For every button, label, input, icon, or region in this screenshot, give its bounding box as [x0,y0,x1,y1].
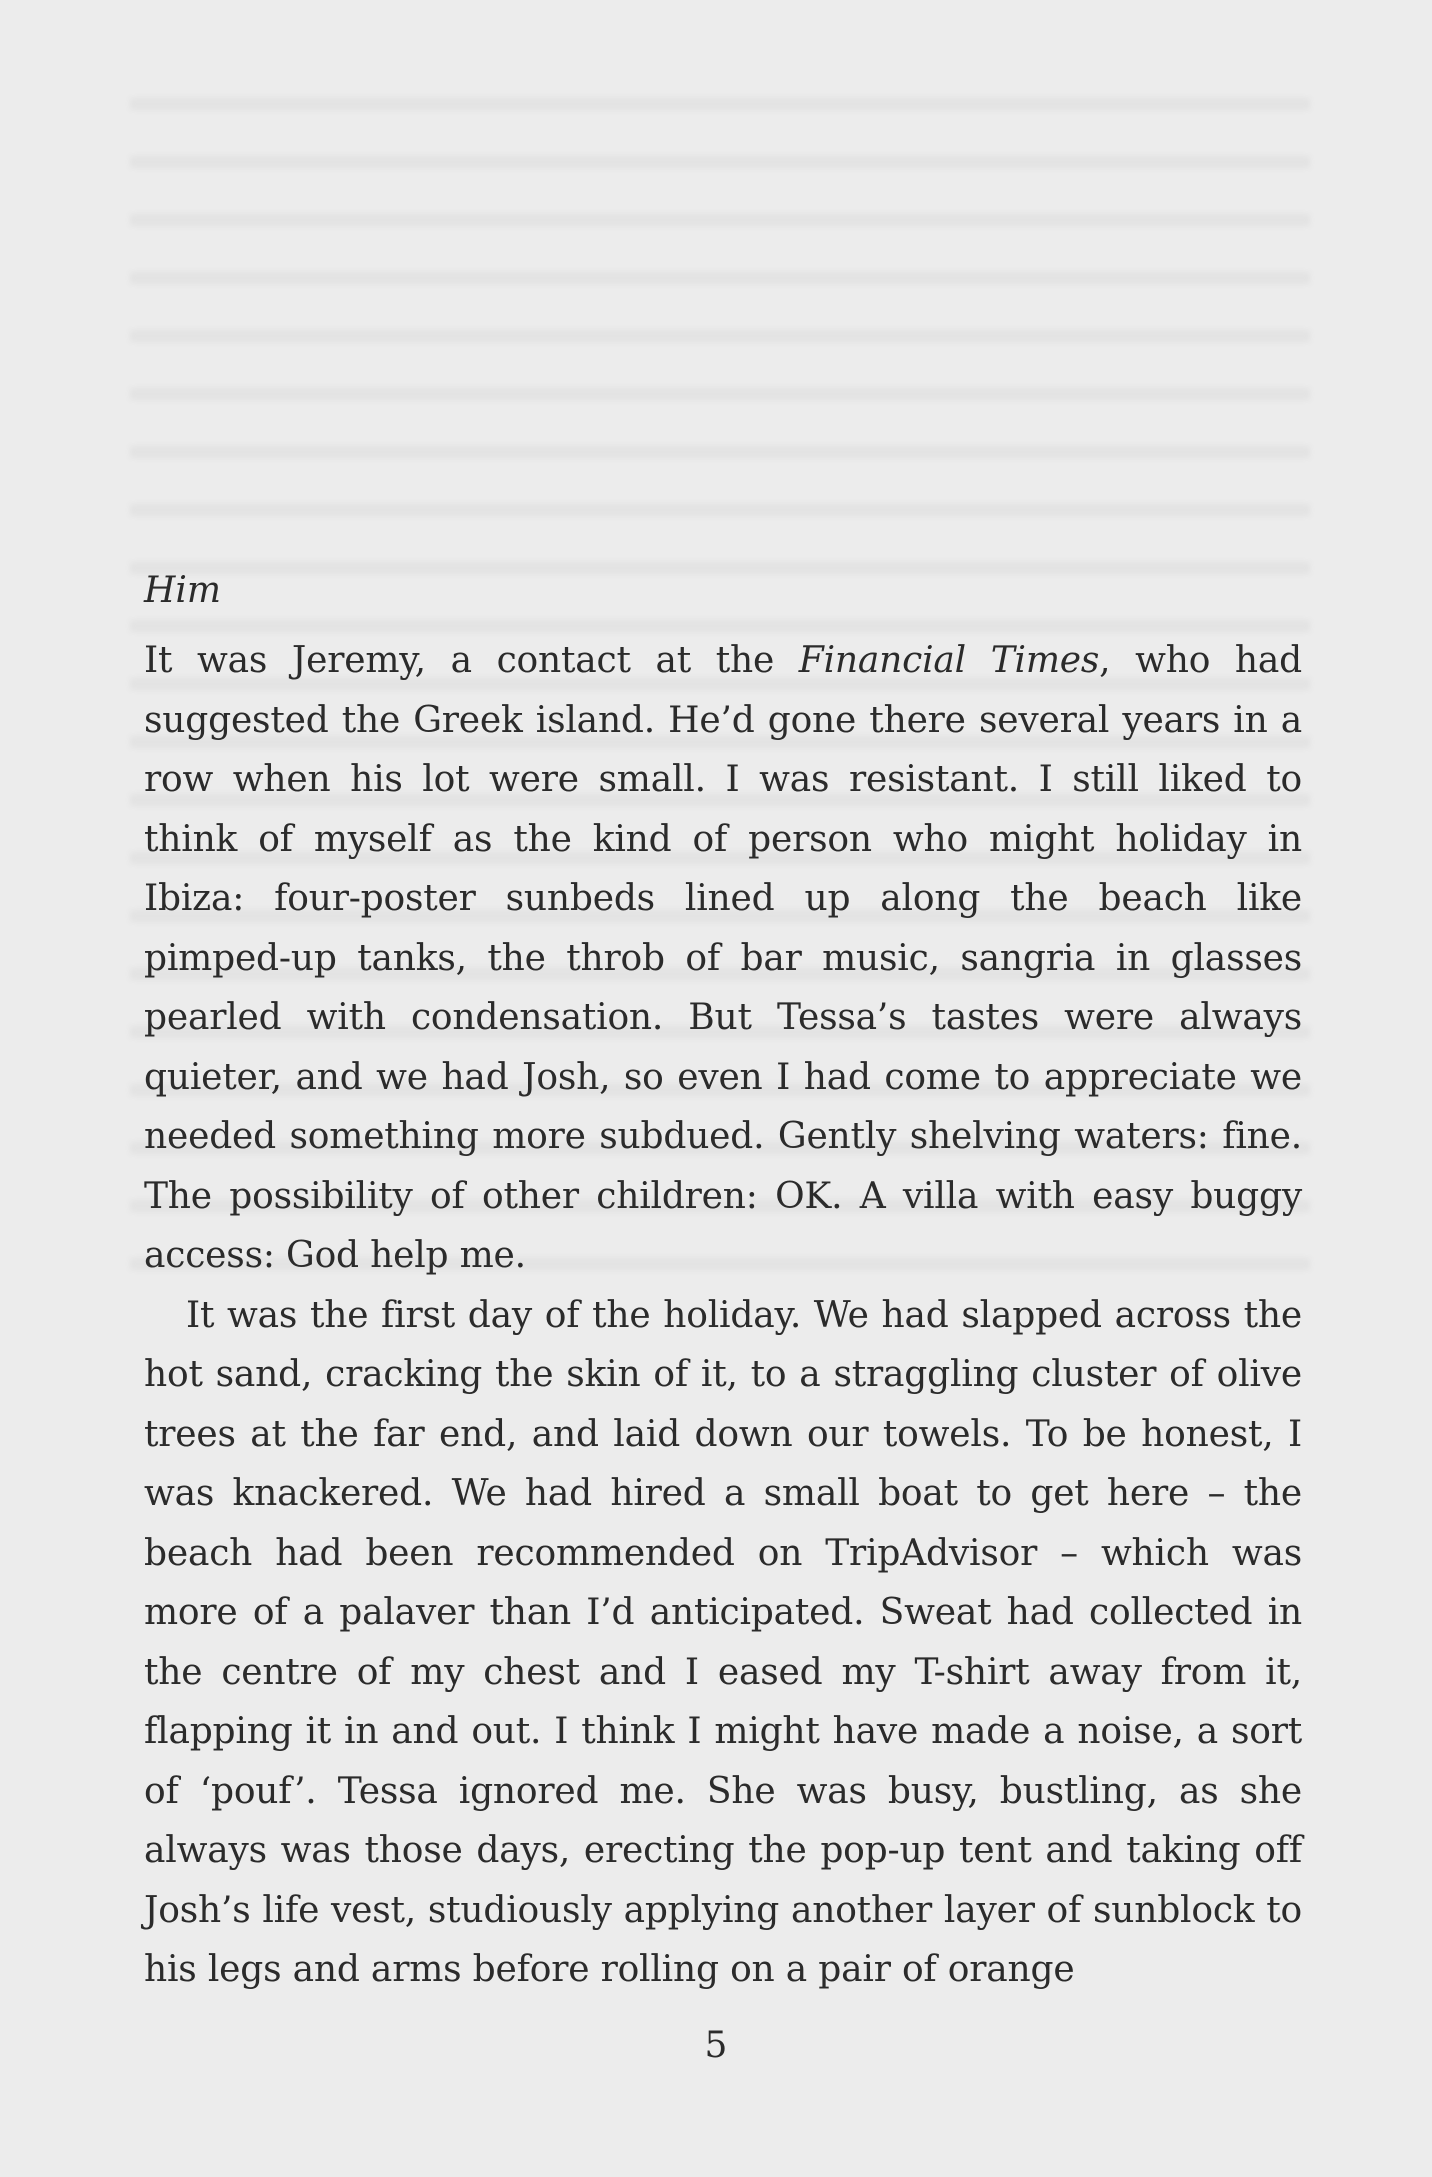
page-body [144,565,1302,2000]
paragraph-2: It was the first day of the holiday. We had slapped across the hot sand, cracking the skin of it, to a straggling cluster of olive trees at the far end, and laid down our towels. To be honest, I was knackered. We had hired a small boat to get here – the beach had been recommended on TripAdvisor – which was more of a palaver than I’d anticipated. Sweat had collected in the centre of my chest and I eased my T-shirt away from it, flapping it in and out. I think I might have made a noise, a sort of ‘pouf’. Tessa ignored me. She was busy, bustling, as she always was those days, erecting the pop-up tent and taking off Josh’s life vest, studiously applying another layer of sunblock to his legs and arms before rolling on a pair of orange [144,1294,1302,1990]
paragraph-1-rest: , who had suggested the Greek island. He’d gone there several years in a row when his lot were small. I was resistant. I still liked to think of myself as the kind of person who might holiday in Ibiza: four-poster sunbeds lined up along the beach like pimped-up tanks, the throb of bar music, sangria in glasses pearled with condensation. But Tessa’s tastes were always quieter, and we had Josh, so even I had come to appreciate we needed something more subdued. Gently shelving waters: fine. The possibility of other children: OK. A villa with easy buggy access: God help me. [144,640,1302,1276]
paragraph-1 [144,631,1302,1286]
page-number: 5 [704,2025,728,2066]
publication-title: Financial Times [798,640,1100,681]
paragraph-1-lead: It was Jeremy, a contact at the [144,640,799,681]
chapter-heading: Him [144,570,222,611]
